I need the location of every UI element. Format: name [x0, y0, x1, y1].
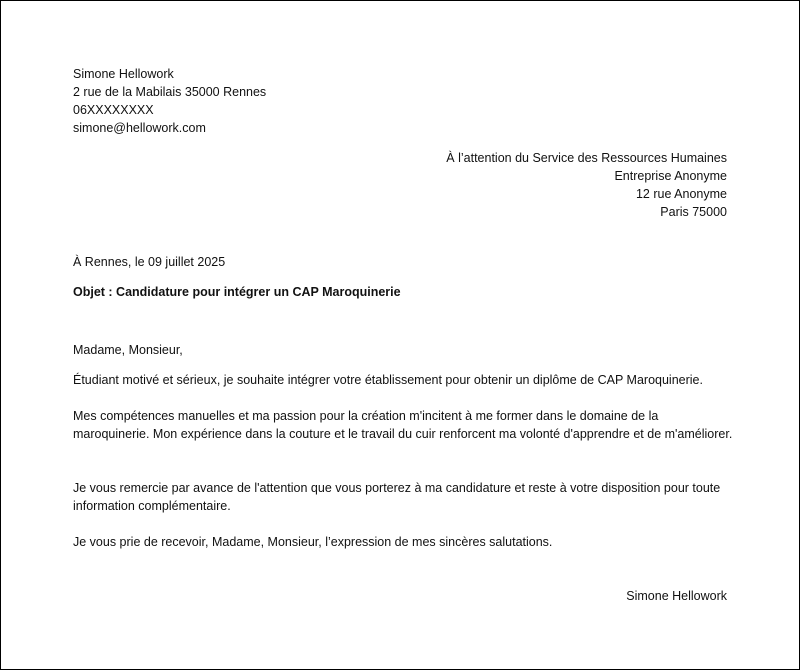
place-and-date: À Rennes, le 09 juillet 2025 — [73, 255, 226, 269]
body-paragraph-intro: Étudiant motivé et sérieux, je souhaite intégrer votre établissement pour obtenir un diplôme de CAP Maroquinerie. — [73, 373, 703, 387]
sender-name: Simone Hellowork — [73, 67, 174, 81]
recipient-street: 12 rue Anonyme — [635, 187, 727, 201]
letter-subject: Objet : Candidature pour intégrer un CAP Maroquinerie — [73, 285, 401, 299]
sender-phone: 06XXXXXXXX — [73, 103, 154, 117]
signature: Simone Hellowork — [626, 589, 727, 603]
letter-salutation: Madame, Monsieur, — [73, 343, 183, 357]
body-paragraph-closing: Je vous prie de recevoir, Madame, Monsieur, l’expression de mes sincères salutations. — [73, 535, 553, 549]
recipient-city: Paris 75000 — [660, 205, 727, 219]
recipient-block — [446, 149, 727, 221]
body-paragraph-skills: Mes compétences manuelles et ma passion pour la création m'incitent à me former dans le domaine de la maroquinerie. Mon expérience dans la couture et le travail du cuir renforcent ma volonté d'apprendre et de m'améliorer. — [73, 409, 733, 441]
sender-address: 2 rue de la Mabilais 35000 Rennes — [73, 85, 267, 99]
recipient-company: Entreprise Anonyme — [614, 169, 727, 183]
sender-block — [73, 65, 266, 137]
body-paragraph-thanks: Je vous remercie par avance de l'attention que vous porterez à ma candidature et reste à votre disposition pour toute information complémentaire. — [73, 481, 721, 513]
recipient-attention: À l’attention du Service des Ressources Humaines — [446, 151, 727, 165]
sender-email: simone@hellowork.com — [73, 121, 206, 135]
